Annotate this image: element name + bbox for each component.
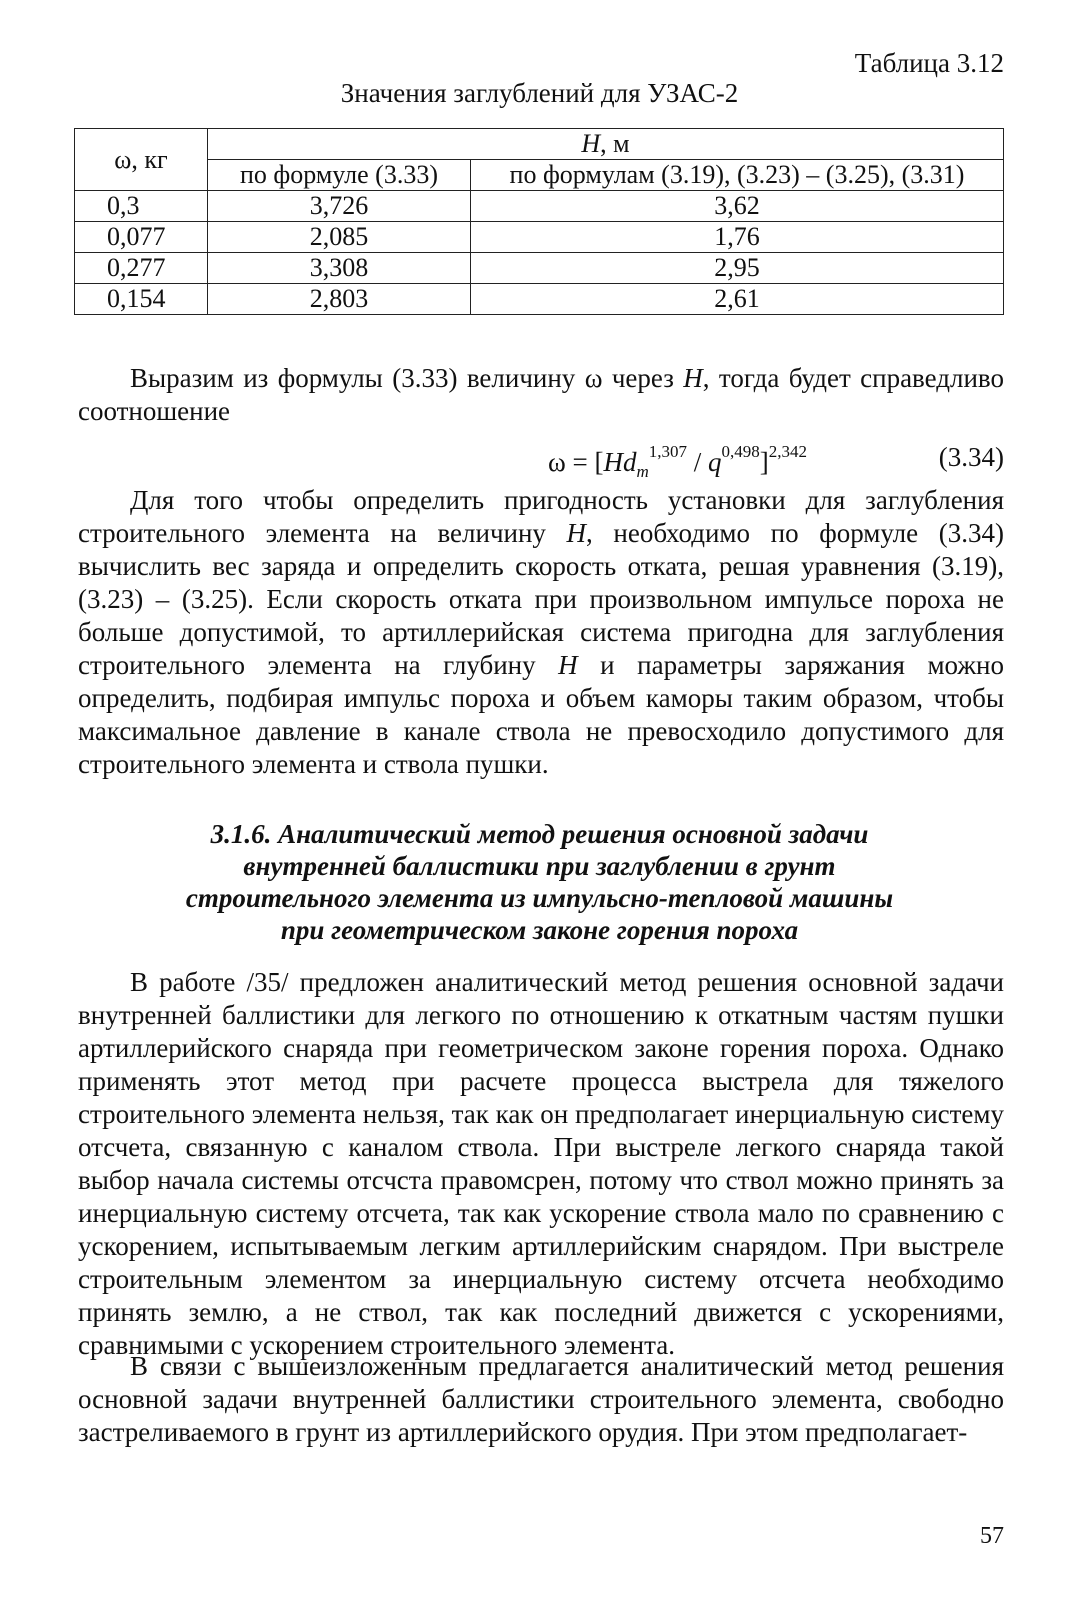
header-omega: ω, кг [75, 129, 208, 191]
table-title: Значения заглублений для УЗАС-2 [340, 78, 739, 108]
symbol-h: H [566, 518, 587, 548]
formula-exp3: 2,342 [768, 442, 808, 461]
heading-line: внутренней баллистики при заглублении в грунт [243, 851, 836, 881]
table-number: Таблица 3.12 [854, 48, 1004, 78]
header-formulas-other: по формулам (3.19), (3.23) – (3.25), (3.31) [471, 160, 1004, 191]
cell-h-formulas: 1,76 [471, 222, 1004, 253]
formula [548, 442, 807, 482]
cell-h-formula: 3,726 [208, 191, 471, 222]
symbol-h: H [558, 650, 578, 680]
paragraph-suitability [78, 484, 1004, 781]
cell-h-formula: 2,803 [208, 284, 471, 315]
cell-h-formulas: 2,61 [471, 284, 1004, 315]
cell-h-formulas: 3,62 [471, 191, 1004, 222]
formula-slash: / [687, 447, 709, 477]
cell-omega: 0,277 [75, 253, 208, 284]
paragraph-intro-text2: , тогда будет справедливо соотношение [78, 363, 1004, 426]
equation-number: (3.34) [938, 442, 1004, 472]
cell-h-formula: 2,085 [208, 222, 471, 253]
page-number: 57 [980, 1523, 1004, 1549]
heading-line: при геометрическом законе горения пороха [280, 915, 799, 945]
table-subheader-row [75, 160, 1004, 191]
equation-3-34 [78, 430, 1004, 480]
paragraph-proposal: В связи с вышеизложенным предлагается аналитический метод решения основной задачи внутренней баллистики строительного элемента, свободно застреливаемого в грунт из артиллерийского орудия. При этом предполагает- [78, 1351, 1004, 1447]
formula-exp2: 0,498 [721, 442, 760, 461]
table-row [75, 191, 1004, 222]
paragraph-suitability-text2: , необходимо по формуле (3.34) вычислить вес заряда и определить скорость отката, решая уравнения (3.19), (3.23) – (3.25). Если скорость отката при произвольном импульсе пороха не больше допустимой, то артиллерийская система пригодна для заглубления строительного элемента на глубину [78, 518, 1004, 680]
formula-hd: Hd [603, 447, 637, 477]
header-h [208, 129, 1004, 160]
paragraph-suitability-text3: и параметры заряжания можно определить, подбирая импульс пороха и объем каморы таким образом, чтобы максимальное давление в канале ствола не превосходило допустимого для строительного элемента и ствола пушки. [78, 650, 1004, 779]
table-row [75, 284, 1004, 315]
header-h-unit: , м [600, 129, 630, 158]
cell-omega: 0,154 [75, 284, 208, 315]
cell-omega: 0,3 [75, 191, 208, 222]
table-row [75, 222, 1004, 253]
heading-line: строительного элемента из импульсно-тепловой машины [185, 883, 894, 913]
paragraph-suitability-text1: Для того чтобы определить пригодность установки для заглубления строительного элемента на величину [78, 485, 1004, 548]
formula-lhs: ω = [ [548, 447, 604, 477]
cell-omega: 0,077 [75, 222, 208, 253]
formula-exp1: 1,307 [648, 442, 688, 461]
table-header-row [75, 129, 1004, 160]
depth-values-table [74, 128, 1004, 315]
paragraph-intro-text1: Выразим из формулы (3.33) величину ω через [130, 363, 684, 393]
formula-sub-m: m [636, 462, 649, 481]
heading-line: 3.1.6. Аналитический метод решения основной задачи [210, 819, 869, 849]
header-formula-333: по формуле (3.33) [208, 160, 471, 191]
paragraph-intro [78, 362, 1004, 428]
section-heading [0, 818, 1079, 946]
symbol-h: H [683, 363, 703, 393]
header-h-symbol: H [581, 129, 601, 158]
formula-q: q [708, 447, 722, 477]
formula-bracket: ] [759, 447, 769, 477]
cell-h-formula: 3,308 [208, 253, 471, 284]
paragraph-method: В работе /35/ предложен аналитический метод решения основной задачи внутренней баллистики для легкого по отношению к откатным частям пушки артиллерийского снаряда при геометрическом законе горения пороха. Однако применять этот метод при расчете процесса выстрела для тяжелого строительного элемента нельзя, так как он предполагает инерциальную систему отсчета, связанную с каналом ствола. При выстреле легкого снаряда такой выбор начала системы отсчста правомсрен, потому что ствол можно принять за инерциальную систему отсчета, так как ускорение ствола мало по сравнению с ускорением, испытываемым легким артиллерийским снарядом. При выстреле строительным элементом за инерциальную систему отсчета необходимо принять землю, а не ствол, так как последний движется с ускорениями, сравнимыми с ускорением строительного элемента. [78, 967, 1004, 1360]
table-row [75, 253, 1004, 284]
cell-h-formulas: 2,95 [471, 253, 1004, 284]
